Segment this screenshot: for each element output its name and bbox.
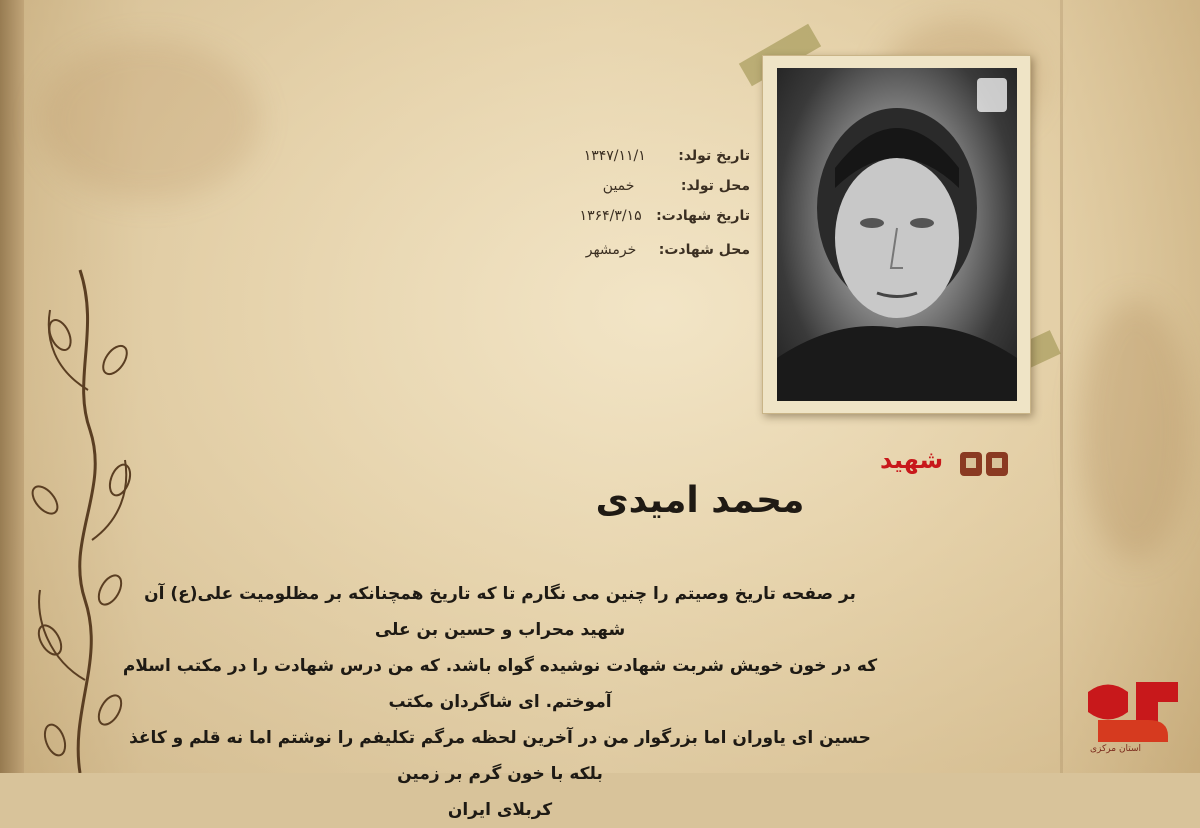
testament-line-4: کربلای ایران [447,800,553,820]
martyrdom-date-value: ۱۳۶۴/۳/۱۵ [579,208,642,224]
birth-date-label: تاریخ تولد: [678,148,750,164]
paper-stain [40,40,260,200]
portrait-photo [777,68,1017,401]
portrait-figure [777,68,1017,401]
martyrdom-place-label: محل شهادت: [658,242,750,258]
testament-line-3: حسین ای یاوران اما بزرگوار من در آخرین لحظه مرگم تکلیفم را نوشتم اما نه قلم و کاغذ بلکه با خون گرم بر زمین [129,728,871,784]
info-martyrdom-place [560,242,750,258]
testament-text [120,576,880,828]
birth-place-label: محل تولد: [680,178,750,194]
shahid-label: شهید [880,446,944,474]
book-fold [1060,0,1063,773]
org-logo-icon [977,78,1007,112]
testament-line-2: که در خون خویش شربت شهادت نوشیده گواه باشد. که من درس شهادت را در مکتب اسلام آموختم. ای شاگردان مکتب [122,656,878,712]
paper-stain [1080,300,1190,560]
logo-subtitle: استان مرکزی [1090,744,1142,754]
birth-place-value: خمین [602,178,635,194]
martyrdom-date-label: تاریخ شهادت: [656,208,750,224]
testament-line-1: بر صفحه تاریخ وصیتم را چنین می نگارم تا که تاریخ همچنانکه بر مظلومیت علی(ع) آن شهید محراب و حسین بن علی [144,584,856,640]
shahid-quote-icon [956,446,1014,480]
info-birth-date [560,148,750,164]
martyr-name: محمد امیدی [595,480,805,521]
portrait-frame [762,55,1031,414]
martyrdom-place-value: خرمشهر [585,242,637,258]
info-birth-place [560,178,750,194]
info-martyrdom-date [560,208,750,224]
birth-date-value: ۱۳۴۷/۱۱/۱ [583,148,646,164]
